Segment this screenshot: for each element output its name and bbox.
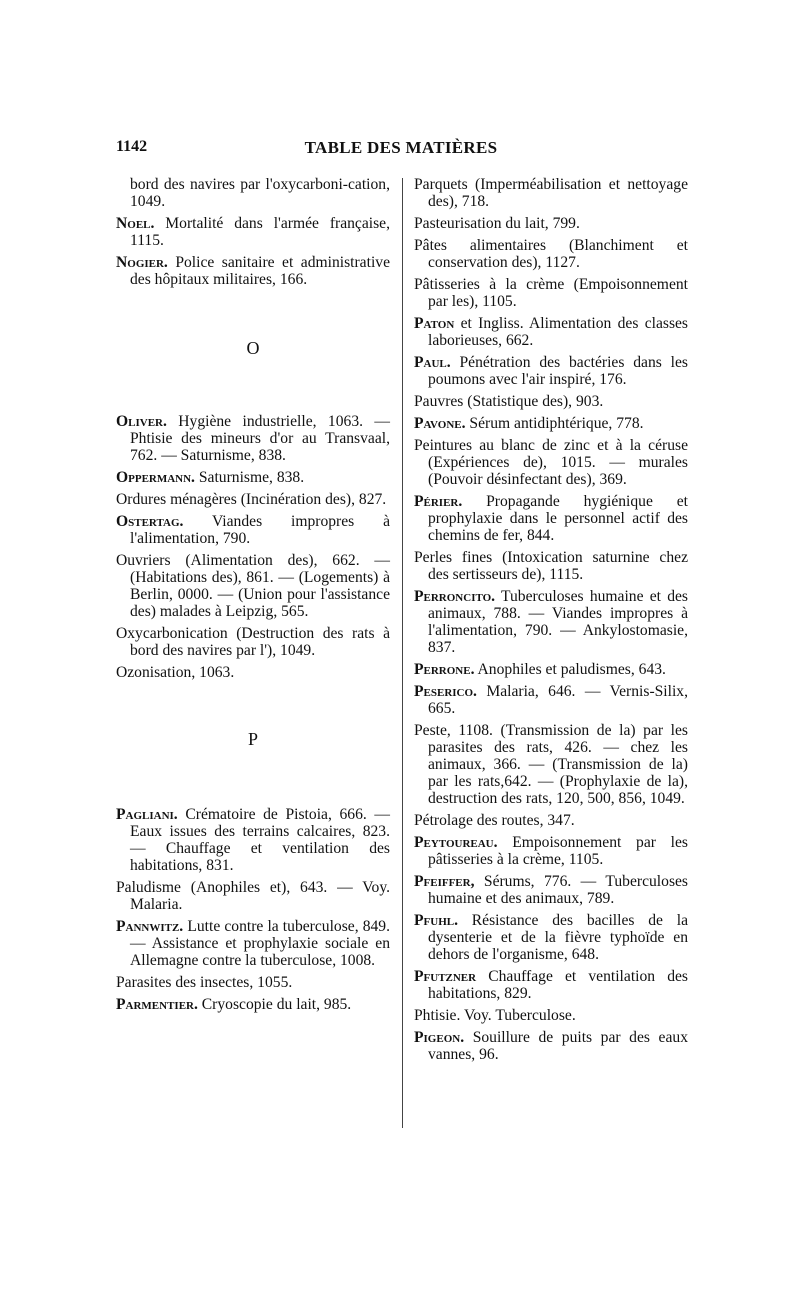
index-entry [116, 176, 390, 210]
column-divider [402, 178, 403, 1128]
entry-text: Anophiles et paludismes, 643. [474, 661, 666, 678]
section-letter-o: O [246, 338, 260, 358]
entry-name: Parmentier. [116, 996, 198, 1013]
entry-name: Perrone. [414, 661, 475, 678]
entry-text: Chauffage et ventilation des habitations, 829. [428, 968, 688, 1002]
entry-name: Noel. [116, 215, 155, 232]
entry-name: Peserico. [414, 683, 477, 700]
entries-n [116, 176, 390, 288]
entry-text: Parquets (Imperméabilisation et nettoyage des), 718. [414, 176, 688, 210]
entry-text: Pénétration des bactéries dans les poumons avec l'air inspiré, 176. [428, 354, 688, 388]
entry-text: Propagande hygiénique et prophylaxie dans le personnel actif des chemins de fer, 844. [428, 493, 688, 544]
index-entry [414, 415, 688, 432]
entry-name: Pavone. [414, 415, 466, 432]
entry-name: Pfeiffer, [414, 873, 475, 890]
index-entry [414, 661, 688, 678]
entry-text: Oxycarbonication (Destruction des rats à bord des navires par l'), 1049. [116, 625, 390, 659]
right-column [414, 176, 688, 1068]
index-entry [414, 873, 688, 907]
entry-name: Paton [414, 315, 455, 332]
index-entry [414, 588, 688, 656]
index-entry [414, 1029, 688, 1063]
entry-name: Oppermann. [116, 469, 195, 486]
index-entry [414, 834, 688, 868]
left-column [116, 176, 390, 1018]
entry-name: Peytoureau. [414, 834, 498, 851]
index-entry [116, 806, 390, 874]
entry-text: Perles fines (Intoxication saturnine chez des sertisseurs de), 1115. [414, 549, 688, 583]
entry-text: Malaria, 646. — Vernis-Silix, 665. [428, 683, 688, 717]
entry-name: Périer. [414, 493, 463, 510]
index-entry [414, 912, 688, 963]
index-entry [414, 276, 688, 310]
index-entry [116, 918, 390, 969]
entry-text: Sérums, 776. — Tuberculoses humaine et des animaux, 789. [428, 873, 688, 907]
index-entry [116, 469, 390, 486]
entry-name: Pfutzner [414, 968, 477, 985]
entry-name: Pigeon. [414, 1029, 465, 1046]
index-entry [116, 625, 390, 659]
entry-text: Empoisonnement par les pâtisseries à la crème, 1105. [428, 834, 688, 868]
entry-text: Hygiène industrielle, 1063. — Phtisie des mineurs d'or au Transvaal, 762. — Saturnisme, 838. [130, 413, 390, 464]
entry-name: Nogier. [116, 254, 168, 271]
index-entry [116, 491, 390, 508]
page-number: 1142 [116, 138, 148, 155]
entry-text: Lutte contre la tuberculose, 849. — Assistance et prophylaxie sociale en Allemagne contre la tuberculose, 1008. [130, 918, 390, 969]
entry-text: Paludisme (Anophiles et), 643. — Voy. Malaria. [116, 879, 390, 913]
index-entry [116, 254, 390, 288]
index-entry [414, 549, 688, 583]
entry-text: Pâtes alimentaires (Blanchiment et conservation des), 1127. [414, 237, 688, 271]
entry-text: Police sanitaire et administrative des hôpitaux militaires, 166. [130, 254, 390, 288]
entry-text: Parasites des insectes, 1055. [116, 974, 293, 991]
index-entry [116, 413, 390, 464]
entry-name: Pagliani. [116, 806, 178, 823]
index-entry [414, 176, 688, 210]
index-entry [414, 437, 688, 488]
entry-name: Oliver. [116, 413, 167, 430]
index-entry [116, 513, 390, 547]
entry-text: Pétrolage des routes, 347. [414, 812, 575, 829]
index-entry [414, 237, 688, 271]
entry-text: Peintures au blanc de zinc et à la céruse (Expériences de), 1015. — murales (Pouvoir désinfectant des), 369. [414, 437, 688, 488]
index-entry [414, 393, 688, 410]
entry-text: Crématoire de Pistoia, 666. — Eaux issues des terrains calcaires, 823. — Chauffage et ventilation des habitations, 831. [130, 806, 390, 874]
index-entry [116, 879, 390, 913]
index-entry [414, 1007, 688, 1024]
index-entry [414, 812, 688, 829]
entry-text: Ozonisation, 1063. [116, 664, 235, 681]
entry-text: Pâtisseries à la crème (Empoisonnement par les), 1105. [414, 276, 688, 310]
entry-text: et Ingliss. Alimentation des classes laborieuses, 662. [428, 315, 688, 349]
entry-name: Pannwitz. [116, 918, 184, 935]
entry-text: Résistance des bacilles de la dysenterie et de la fièvre typhoïde en dehors de l'organisme, 648. [428, 912, 688, 963]
entry-text: Cryoscopie du lait, 985. [197, 996, 352, 1013]
entry-text: bord des navires par l'oxycarboni-cation, 1049. [130, 176, 390, 210]
index-entry [414, 315, 688, 349]
index-entry [116, 996, 390, 1013]
index-entry [414, 215, 688, 232]
index-entry [116, 215, 390, 249]
entry-text: Peste, 1108. (Transmission de la) par les parasites des rats, 426. — chez les animaux, 366. — (Transmission de la) par les rats,642. — (Prophylaxie de la), destruction des rats, 120, 500, 856, 1049. [414, 722, 688, 807]
entry-text: Tuberculoses humaine et des animaux, 788. — Viandes impropres à l'alimentation, 790. — Ankylostomasie, 837. [428, 588, 688, 656]
entry-name: Ostertag. [116, 513, 184, 530]
index-entry [414, 722, 688, 807]
entry-text: Pauvres (Statistique des), 903. [414, 393, 604, 410]
page-header [116, 138, 686, 162]
entry-text: Ouvriers (Alimentation des), 662. — (Habitations des), 861. — (Logements) à Berlin, 0000. — (Union pour l'assistance des) malades à Leipzig, 565. [116, 552, 390, 620]
entry-text: Mortalité dans l'armée française, 1115. [130, 215, 390, 249]
entry-name: Paul. [414, 354, 451, 371]
entry-text: Souillure de puits par des eaux vannes, 96. [428, 1029, 688, 1063]
entries-p-right [414, 176, 688, 1063]
entry-text: Pasteurisation du lait, 799. [414, 215, 580, 232]
index-entry [116, 664, 390, 681]
entry-name: Perroncito. [414, 588, 496, 605]
index-entry [116, 552, 390, 620]
entry-text: Sérum antidiphtérique, 778. [465, 415, 644, 432]
section-letter-p: P [247, 729, 258, 749]
entry-text: Saturnisme, 838. [194, 469, 305, 486]
entry-text: Ordures ménagères (Incinération des), 827. [116, 491, 387, 508]
entry-text: Phtisie. Voy. Tuberculose. [414, 1007, 576, 1024]
entry-name: Pfuhl. [414, 912, 458, 929]
entries-o [116, 413, 390, 681]
index-entry [414, 683, 688, 717]
index-entry [414, 968, 688, 1002]
index-entry [414, 354, 688, 388]
index-entry [414, 493, 688, 544]
entry-text: Viandes impropres à l'alimentation, 790. [130, 513, 390, 547]
entries-p-left [116, 806, 390, 1013]
running-title: TABLE DES MATIÈRES [304, 138, 498, 157]
index-entry [116, 974, 390, 991]
